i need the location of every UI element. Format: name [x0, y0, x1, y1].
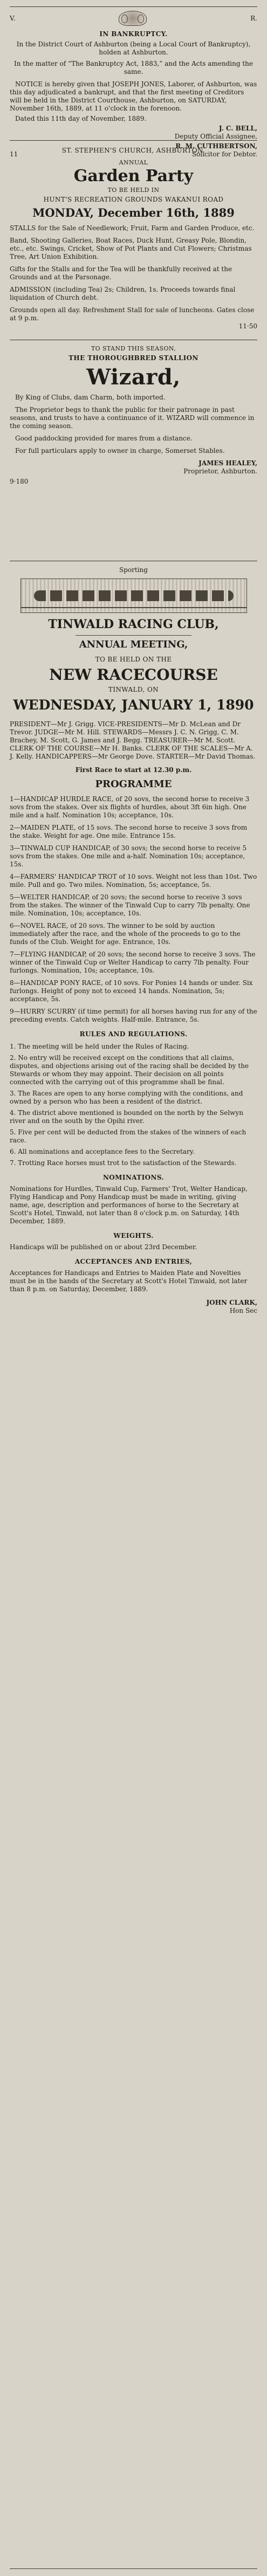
held-label: TO BE HELD IN	[107, 187, 160, 194]
programme-title: PROGRAMME	[95, 778, 172, 790]
grooming-text: For full particulars apply to owner in charge, Somerset Stables.	[15, 446, 225, 454]
race-officials: PRESIDENT—Mr J. Grigg. VICE-PRESIDENTS—Mr D. McLean and Dr Trevor. JUDGE—Mr M. Hill. STEWARDS—Messrs J. C. N. Grigg, C. M. Brachey, M. Scott, G. James and J. Begg. TREASURER—Mr M. Scott. CLERK OF THE COURSE—Mr H. Banks. CLERK OF THE SCALES—Mr A. J. Kelly. HANDICAPPERS—Mr George Dove. STARTER—Mr David Thomas.	[10, 720, 256, 760]
church-advertisement	[10, 147, 257, 330]
annual-meeting: ANNUAL MEETING,	[79, 639, 188, 651]
bankruptcy-notice	[10, 11, 257, 159]
racing-engraving	[20, 578, 247, 613]
acceptances-title: ACCEPTANCES AND ENTRIES,	[74, 1257, 193, 1265]
stalls-text: STALLS for the Sale of Needlework; Fruit, Farm and Garden Produce, etc.	[10, 224, 255, 232]
official-title: Deputy Official Assignee,	[174, 133, 257, 140]
church-date: MONDAY, December 16th, 1889	[32, 206, 235, 219]
royal-crest-icon	[119, 11, 147, 26]
rules-list	[10, 1043, 257, 1167]
race-item: 5—WELTER HANDICAP, of 20 sovs; the second horse to receive 3 sovs from the stakes. The winner of the Tinwald Cup to carry 7lb penalty. One mile. Nomination, 10s; acceptance, 10s.	[10, 893, 250, 917]
club-title: TINWALD RACING CLUB,	[48, 617, 219, 631]
stallion-owner-title: Proprietor, Ashburton.	[183, 467, 257, 475]
sporting-label: Sporting	[119, 566, 148, 574]
top-rule	[10, 6, 257, 7]
club-rule	[76, 635, 191, 636]
matter-text: In the matter of “The Bankruptcy Act, 1883,” and the Acts amending the same.	[13, 60, 254, 75]
race-item: 2—MAIDEN PLATE, of 15 sovs. The second horse to receive 3 sovs from the stake. Weight for age. One mile. Entrance 15s.	[10, 823, 248, 839]
rule-item: 6. All nominations and acceptance fees to the Secretary.	[10, 1147, 195, 1155]
rule-item: 7. Trotting Race horses must trot to the satisfaction of the Stewards.	[10, 1159, 237, 1167]
rule-item: 4. The district above mentioned is bounded on the north by the Selwyn river and on the south by the Opihi river.	[10, 1108, 243, 1125]
signature-name: JOHN CLARK,	[206, 1298, 257, 1306]
church-location: HUNT'S RECREATION GROUNDS WAKANUI ROAD	[43, 196, 224, 203]
race-item: 3—TINWALD CUP HANDICAP, of 30 sovs; the second horse to receive 5 sovs from the stakes. One mile and a-half. Nomination 10s; acceptance, 15s.	[10, 844, 247, 868]
stallion-advertisement	[10, 345, 257, 486]
bottom-rule	[10, 2568, 257, 2569]
court-text: In the District Court of Ashburton (being a Local Court of Bankruptcy), holden at Ashburton.	[16, 40, 251, 56]
rule-item: 2. No entry will be received except on the conditions that all claims, disputes, and objections arising out of the racing shall be decided by the Stewards or whom they may appoint. Their decision on all points connected with the carrying out of this programme shall be final.	[10, 1053, 249, 1086]
solicitor-name: R. M. CUTHBERTSON,	[175, 142, 257, 150]
stallion-body: The Proprietor begs to thank the public for their patronage in past seasons, and trusts to have a continuance of it. WIZARD will commence in the coming season.	[10, 405, 255, 430]
bankruptcy-date: Dated this 11th day of November, 1889.	[15, 115, 147, 122]
paddock-text: Good paddocking provided for mares from a distance.	[15, 434, 193, 442]
place-label: TINWALD, ON	[108, 686, 159, 694]
stallion-pedigree: By King of Clubs, dam Charm, both imported.	[15, 393, 166, 401]
racing-held-label: TO BE HELD ON THE	[95, 655, 172, 663]
race-item: 4—FARMERS' HANDICAP TROT of 10 sovs. Weight not less than 10st. Two mile. Pull and go. Two miles. Nomination, 5s; acceptance, 5s.	[10, 872, 257, 888]
crown-letter-left: V.	[10, 14, 16, 22]
entertainment-text: Band, Shooting Galleries, Boat Races, Duck Hunt, Greasy Pole, Blondin, etc., etc. Swings, Cricket, Show of Pot Plants and Cut Flowers; Christmas Tree, Art Union Exhibition.	[10, 237, 252, 261]
bankruptcy-ref: 11	[10, 150, 18, 158]
signature-title: Hon Sec	[229, 1306, 257, 1314]
admission-text: ADMISSION (including Tea) 2s; Children, 1s. Proceeds towards final liquidation of Church debt.	[10, 286, 236, 302]
section-divider	[10, 140, 257, 141]
opening-text: Grounds open all day. Refreshment Stall for sale of luncheons. Gates close at 9 p.m.	[10, 306, 255, 322]
race-item: 8—HANDICAP PONY RACE, of 10 sovs. For Ponies 14 hands or under. Six furlongs. Height of pony not to exceed 14 hands. Nomination, 5s; acceptance, 5s.	[10, 979, 253, 1003]
solicitor-role: Solicitor for Debtor.	[191, 150, 257, 158]
race-item: 7—FLYING HANDICAP, of 20 sovs; the second horse to receive 3 sovs. The winner of the Tinwald Cup or Welter Handicap to carry 7lb penalty. Four furlongs. Nomination, 10s; acceptance, 10s.	[10, 950, 256, 974]
race-item: 9—HURRY SCURRY (if time permit) for all horses having run for any of the preceding events. Catch weights. Half-mile. Entrance, 5s.	[10, 1007, 257, 1023]
garden-party-title: Garden Party	[73, 166, 194, 185]
stallion-subtitle: THE THOROUGHBRED STALLION	[69, 354, 198, 362]
racetrack-icon	[21, 607, 247, 608]
race-item: 6—NOVEL RACE, of 20 sovs. The winner to be sold by auction immediately after the race, and the whole of the proceeds to go to the funds of the Club. Weight for age. Entrance, 10s.	[10, 921, 241, 946]
church-ref: 11·50	[238, 322, 257, 330]
acceptances-text: Acceptances for Handicaps and Entries to Maiden Plate and Novelties must be in the hands of the Secretary at Scott's Hotel Tinwald, not later than 8 p.m. on Saturday, December, 1889.	[10, 1269, 248, 1293]
gifts-text: Gifts for the Stalls and for the Tea will be thankfully received at the Grounds and at the Parsonage.	[10, 265, 232, 281]
season-text: TO STAND THIS SEASON,	[91, 345, 176, 352]
bankruptcy-body: NOTICE is hereby given that JOSEPH JONES, Laborer, of Ashburton, was this day adjudicated a bankrupt, and that the first meeting of Creditors will be held in the District Courthouse, Ashburton, on SATURDAY, November 16th, 1889, at 11 o'clock in the forenoon.	[10, 80, 257, 112]
weights-text: Handicaps will be published on or about 23rd December.	[10, 1243, 197, 1251]
official-name: J. C. BELL,	[218, 125, 257, 132]
race-date: WEDNESDAY, JANUARY 1, 1890	[13, 697, 254, 713]
stallion-name: Wizard,	[86, 364, 181, 390]
nominations-title: NOMINATIONS.	[102, 1173, 165, 1181]
rule-item: 5. Five per cent will be deducted from the stakes of the winners of each race.	[10, 1128, 247, 1144]
rule-item: 1. The meeting will be held under the Rules of Racing.	[10, 1042, 189, 1050]
crown-letter-right: R.	[250, 14, 257, 22]
race-item: 1—HANDICAP HURDLE RACE, of 20 sovs, the second horse to receive 3 sovs from the stakes. Over six flights of hurdles, about 3ft 6in high. One mile and a half. Nomination 10s; acceptance, 10s.	[10, 795, 250, 819]
first-race-time: First Race to start at 12.30 p.m.	[75, 766, 192, 774]
nominations-text: Nominations for Hurdles, Tinwald Cup, Farmers' Trot, Welter Handicap, Flying Handicap and Pony Handicap must be made in writing, giving name, age, description and performances of horse to the Secretary at Scott's Hotel, Tinwald, not later than 8 o'clock p.m. on Saturday, 14th December, 1889.	[10, 1184, 248, 1225]
rule-item: 3. The Races are open to any horse complying with the conditions, and owned by a person who has been a resident of the district.	[10, 1089, 243, 1105]
stallion-ref: 9·180	[10, 477, 29, 485]
horse-race-icon	[34, 590, 234, 601]
rules-title: RULES AND REGULATIONS.	[79, 1030, 188, 1038]
racing-advertisement	[10, 566, 257, 1315]
annual-label: ANNUAL	[119, 159, 148, 166]
weights-title: WEIGHTS.	[113, 1231, 154, 1239]
racecourse-title: NEW RACECOURSE	[49, 665, 218, 684]
church-title: ST. STEPHEN'S CHURCH, ASHBURTON.	[61, 147, 206, 154]
stallion-owner: JAMES HEALEY,	[198, 459, 257, 467]
bankruptcy-title: IN BANKRUPTCY.	[99, 30, 168, 38]
race-programme	[10, 795, 257, 1024]
